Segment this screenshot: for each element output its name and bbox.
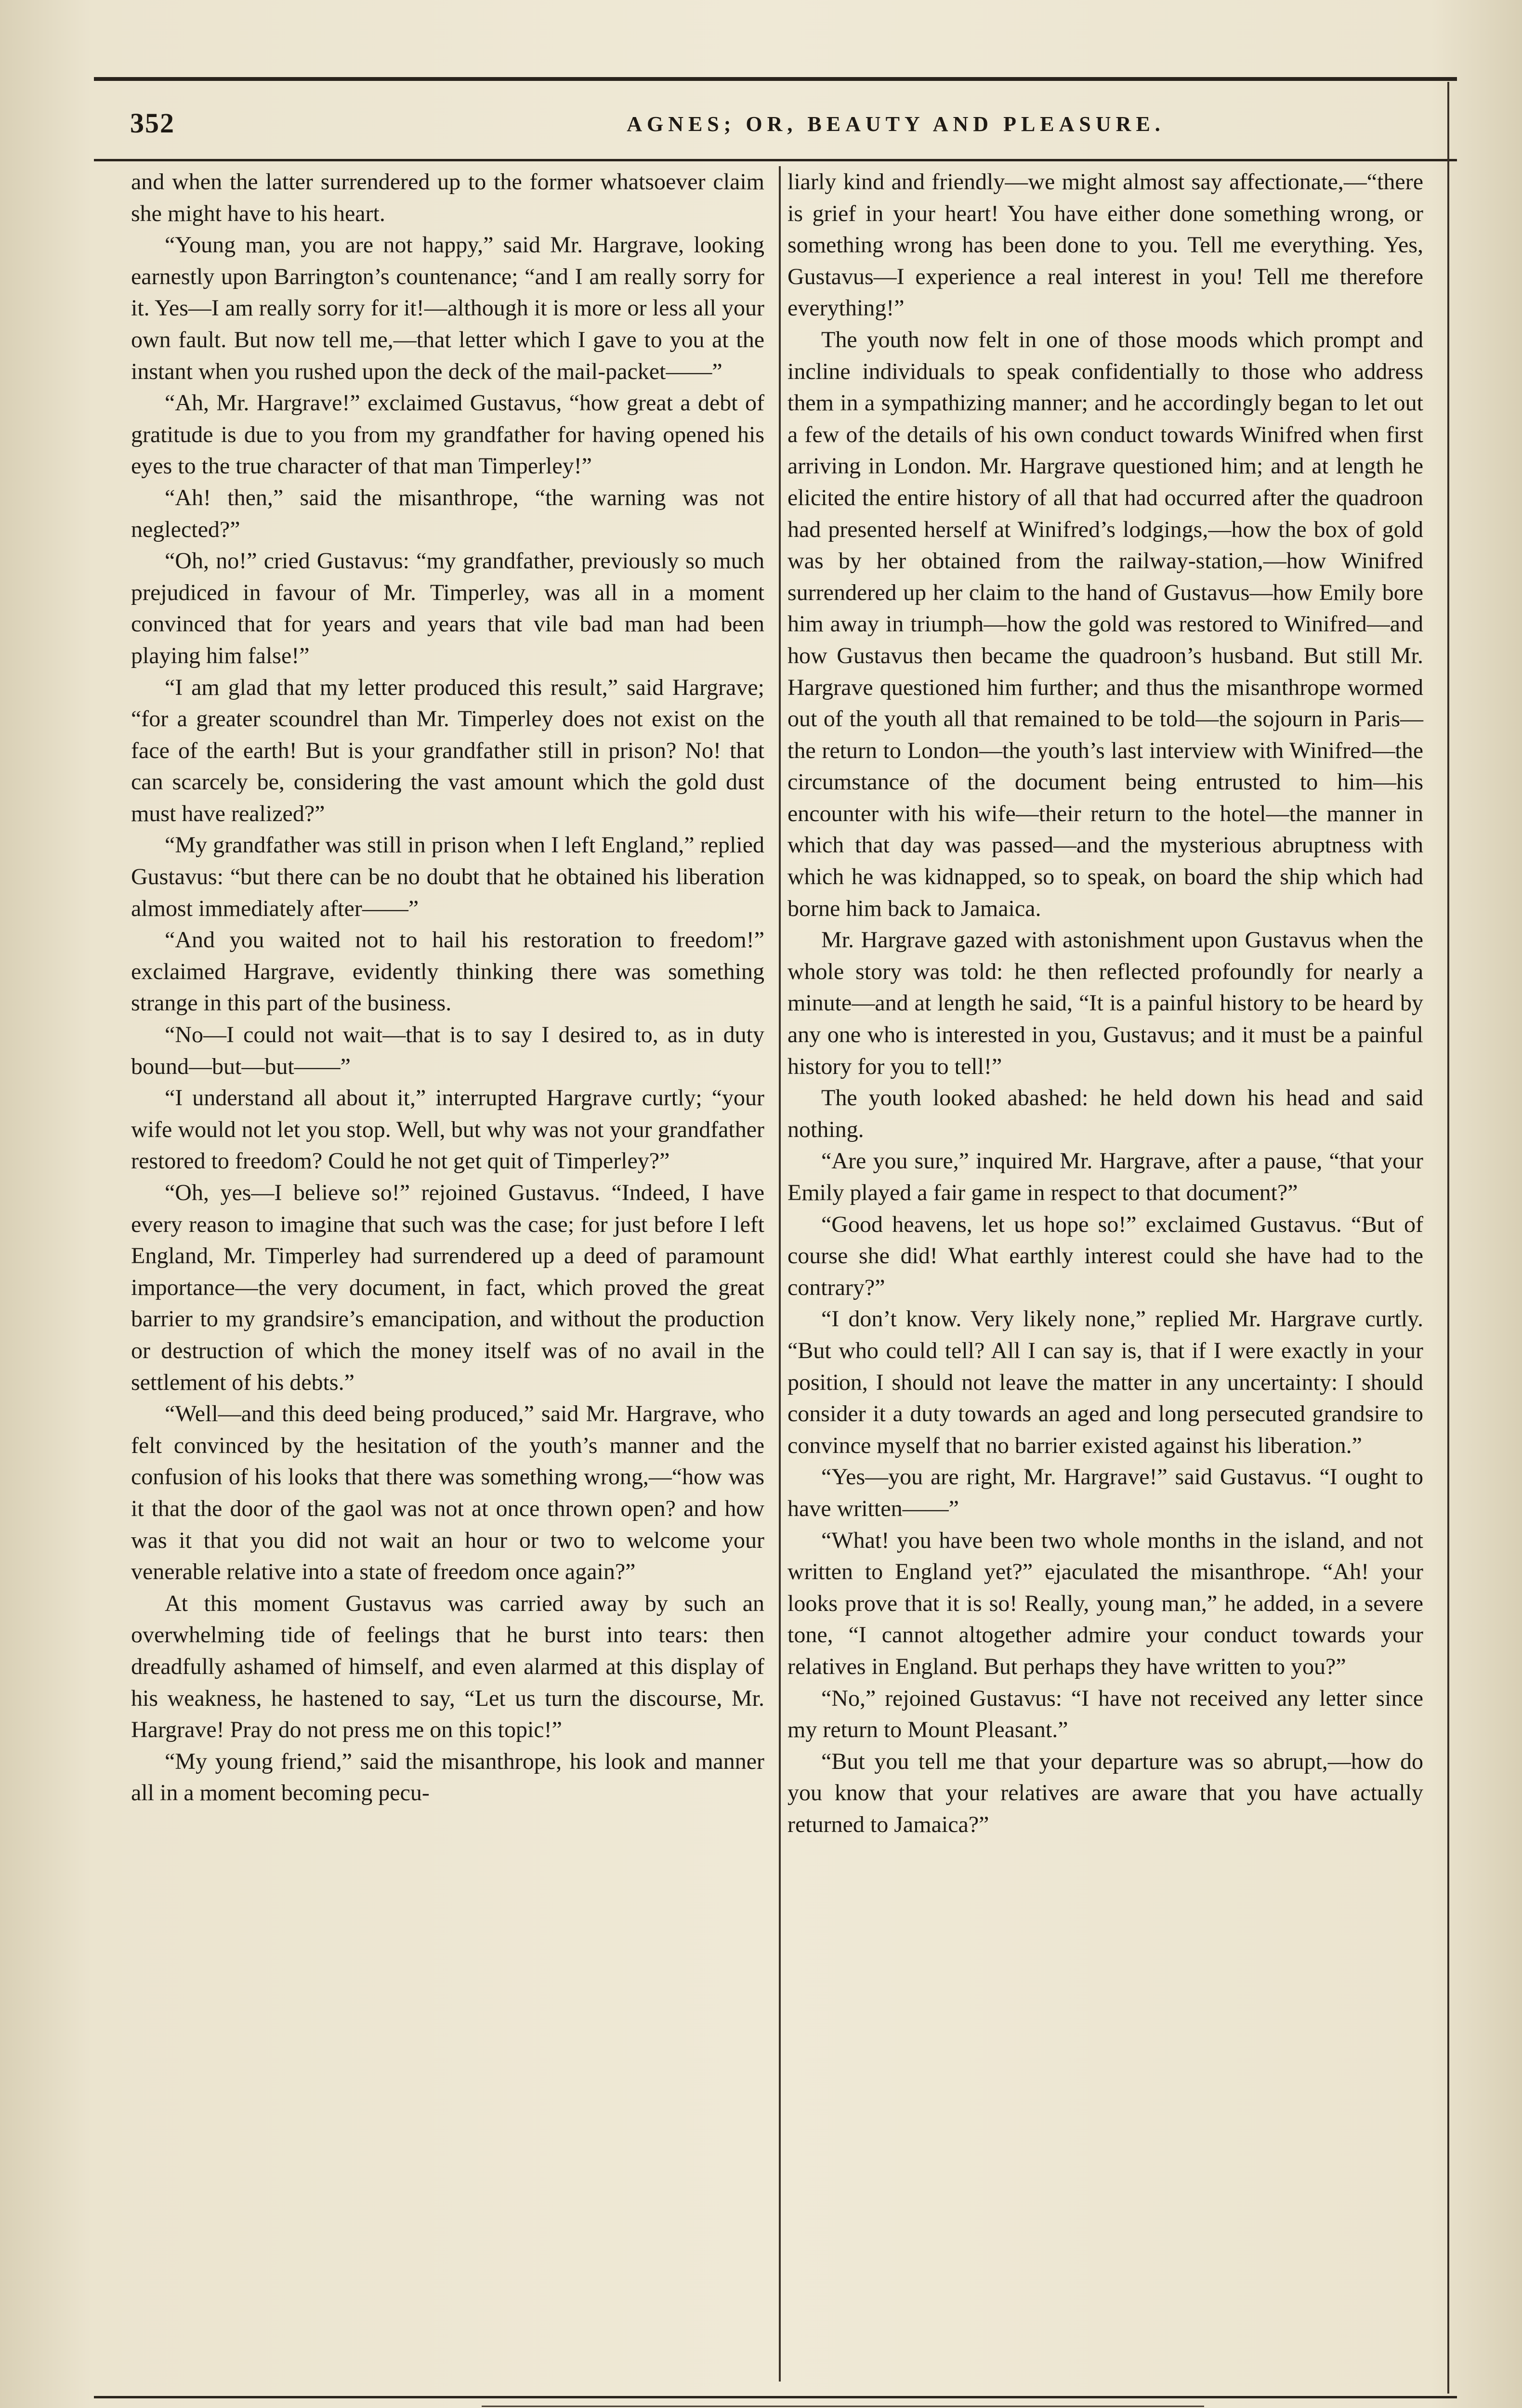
paragraph: “Ah, Mr. Hargrave!” exclaimed Gustavus, “how great a debt of gratitude is due to you from my grandfather for having opened his eyes to the true character of that man Timperley!” bbox=[131, 390, 764, 479]
paragraph: “My young friend,” said the misanthrope, his look and manner all in a moment becoming pecu- bbox=[131, 1748, 764, 1806]
paragraph: “I am glad that my letter produced this result,” said Hargrave; “for a greater scoundrel than Mr. Timperley does not exist on the face of the earth! But is your grandfather still in prison? No! that can scarcely be, considering the vast amount which the gold dust must have realized?” bbox=[131, 674, 764, 826]
paragraph: “Are you sure,” inquired Mr. Hargrave, after a pause, “that your Emily played a fair game in respect to that document?” bbox=[787, 1148, 1423, 1205]
bottom-border-rule bbox=[94, 2396, 1457, 2398]
paragraph: “And you waited not to hail his restoration to freedom!” exclaimed Hargrave, evidently thinking there was something strange in this part of the business. bbox=[131, 927, 764, 1016]
paragraph: “Good heavens, let us hope so!” exclaimed Gustavus. “But of course she did! What earthly interest could she have had to the contrary?” bbox=[787, 1211, 1423, 1300]
bottom-secondary-rule bbox=[482, 2406, 1204, 2407]
paragraph: The youth looked abashed: he held down his head and said nothing. bbox=[787, 1085, 1423, 1142]
page-number: 352 bbox=[130, 107, 175, 139]
right-border-rule bbox=[1447, 82, 1449, 2394]
paragraph: “Well—and this deed being produced,” said Mr. Hargrave, who felt convinced by the hesitation of the youth’s manner and the confusion of his looks that there was something wrong,—“how was it that the door of the gaol was not at once thrown open? and how was it that you did not wait an hour or two to welcome your venerable relative into a state of freedom once again?” bbox=[131, 1401, 764, 1585]
paragraph: “But you tell me that your departure was so abrupt,—how do you know that your relatives are aware that you have actually returned to Jamaica?” bbox=[787, 1748, 1423, 1837]
paragraph: “I understand all about it,” interrupted Hargrave curtly; “your wife would not let you stop. Well, but why was not your grandfather restored to freedom? Could he not get quit of Timperley?” bbox=[131, 1085, 764, 1174]
paragraph: and when the latter surrendered up to the former whatsoever claim she might have to his heart. bbox=[131, 169, 764, 226]
paragraph: “Yes—you are right, Mr. Hargrave!” said Gustavus. “I ought to have written——” bbox=[787, 1464, 1423, 1521]
paragraph: “No—I could not wait—that is to say I desired to, as in duty bound—but—but——” bbox=[131, 1022, 764, 1079]
header-rule bbox=[94, 159, 1457, 161]
paragraph: At this moment Gustavus was carried away by such an overwhelming tide of feelings that he burst into tears: then dreadfully ashamed of himself, and even alarmed at this display of his weakness, he hastened to say, “Let us turn the discourse, Mr. Hargrave! Pray do not press me on this topic!” bbox=[131, 1590, 764, 1743]
paragraph: Mr. Hargrave gazed with astonishment upon Gustavus when the whole story was told: he then reflected profoundly for nearly a minute—and at length he said, “It is a painful history to be heard by any one who is interested in you, Gustavus; and it must be a painful history for you to tell!” bbox=[787, 927, 1423, 1079]
paragraph: “My grandfather was still in prison when I left England,” replied Gustavus: “but there can be no doubt that he obtained his liberation almost immediately after——” bbox=[131, 832, 764, 921]
paragraph: The youth now felt in one of those moods which prompt and incline individuals to speak confidentially to those who address them in a sympathizing manner; and he accordingly began to let out a few of the details of his own conduct towards Winifred when first arriving in London. Mr. Hargrave questioned him; and at length he elicited the entire history of all that had occurred after the quadroon had presented herself at Winifred’s lodgings,—how the box of gold was by her obtained from the railway-station,—how Winifred surrendered up her claim to the hand of Gustavus—how Emily bore him away in triumph—how the gold was restored to Winifred—and how Gustavus then became the quadroon’s husband. But still Mr. Hargrave questioned him further; and thus the misanthrope wormed out of the youth all that remained to be told—the sojourn in Paris—the return to London—the youth’s last interview with Winifred—the circumstance of the document being entrusted to him—his encounter with his wife—their return to the hotel—the manner in which that day was passed—and the mysterious abruptness with which he was kidnapped, so to speak, on board the ship which had borne him back to Jamaica. bbox=[787, 327, 1423, 921]
paragraph: “I don’t know. Very likely none,” replied Mr. Hargrave curtly. “But who could tell? All I can say is, that if I were exactly in your position, I should not leave the matter in any uncertainty: I should consider it a duty towards an aged and long persecuted grandsire to convince myself that no barrier existed against his liberation.” bbox=[787, 1306, 1423, 1458]
top-border-rule bbox=[94, 77, 1457, 81]
paragraph: “Oh, no!” cried Gustavus: “my grandfather, previously so much prejudiced in favour of Mr. Timperley, was all in a moment convinced that for years and years that vile bad man had been playing him false!” bbox=[131, 548, 764, 668]
paragraph: “What! you have been two whole months in the island, and not written to England yet?” ejaculated the misanthrope. “Ah! your looks prove that it is so! Really, young man,” he added, in a severe tone, “I cannot altogether admire your conduct towards your relatives in England. But perhaps they have written to you?” bbox=[787, 1527, 1423, 1679]
column-divider bbox=[779, 166, 781, 2382]
right-column bbox=[787, 166, 1423, 1840]
paragraph: liarly kind and friendly—we might almost say affectionate,—“there is grief in your heart! You have either done something wrong, or something wrong has been done to you. Tell me everything. Yes, Gustavus—I experience a real interest in you! Tell me therefore everything!” bbox=[787, 169, 1423, 321]
paragraph: “Oh, yes—I believe so!” rejoined Gustavus. “Indeed, I have every reason to imagine that such was the case; for just before I left England, Mr. Timperley had surrendered up a deed of paramount importance—the very document, in fact, which proved the great barrier to my grandsire’s emancipation, and without the production or destruction of which the money itself was of no avail in the settlement of his debts.” bbox=[131, 1180, 764, 1395]
running-head: AGNES; OR, BEAUTY AND PLEASURE. bbox=[627, 112, 1165, 136]
paragraph: “Ah! then,” said the misanthrope, “the warning was not neglected?” bbox=[131, 484, 764, 542]
paragraph: “Young man, you are not happy,” said Mr. Hargrave, looking earnestly upon Barrington’s countenance; “and I am really sorry for it. Yes—I am really sorry for it!—although it is more or less all your own fault. But now tell me,—that letter which I gave to you at the instant when you rushed upon the deck of the mail-packet——” bbox=[131, 232, 764, 384]
paragraph: “No,” rejoined Gustavus: “I have not received any letter since my return to Mount Pleasant.” bbox=[787, 1685, 1423, 1743]
left-column bbox=[131, 166, 764, 1809]
